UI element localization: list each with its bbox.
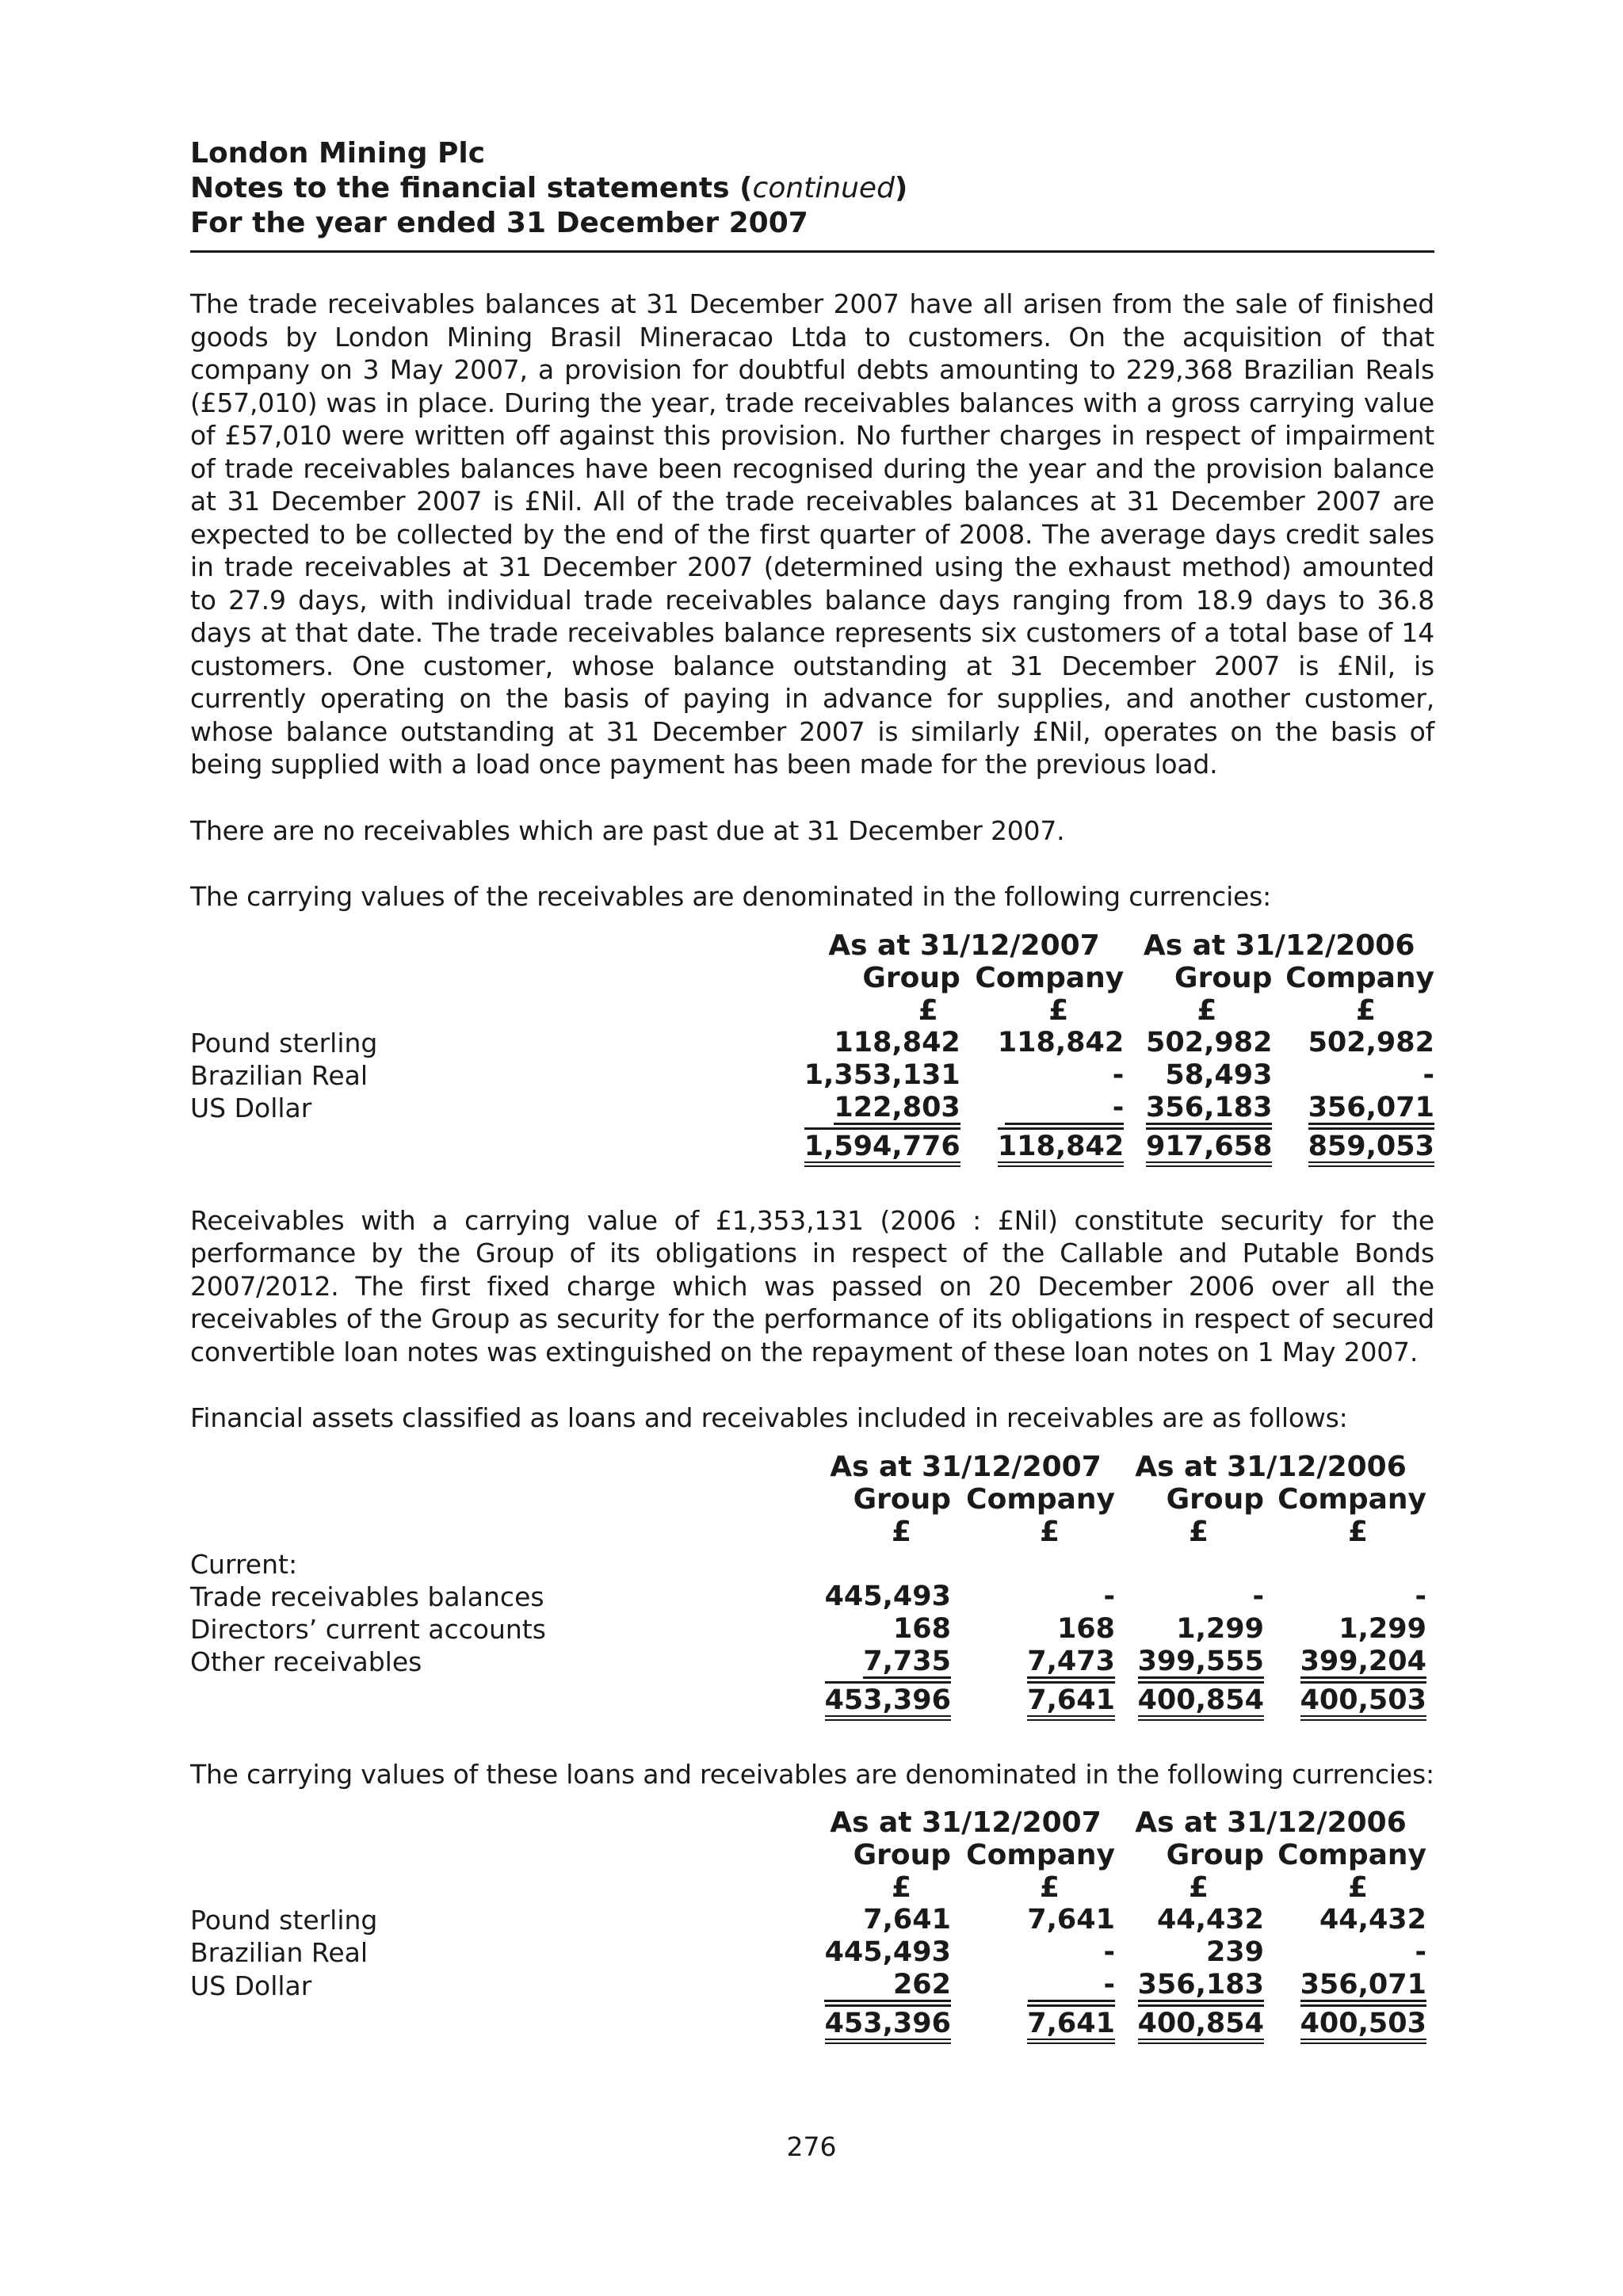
continued-label: continued xyxy=(752,172,895,204)
table-row: Pound sterling 7,641 7,641 44,432 44,432 xyxy=(190,1904,1426,1936)
company-header: Company xyxy=(1277,1839,1426,1871)
currency-header: £ xyxy=(891,1515,911,1548)
currency-header: £ xyxy=(1039,1871,1060,1904)
receivables-currency-table xyxy=(190,929,1434,1169)
currency-header: £ xyxy=(1188,1515,1209,1548)
currency-header: £ xyxy=(1188,1871,1209,1904)
notes-title: Notes to the financial statements (continued) xyxy=(190,172,908,204)
table-row: US Dollar 122,803 - 356,183 356,071 xyxy=(190,1091,1434,1123)
loans-receivables-table xyxy=(190,1451,1426,1723)
period-2006-header: As at 31/12/2006 xyxy=(1135,1450,1407,1483)
page-number: 276 xyxy=(786,2131,837,2162)
group-header: Group xyxy=(853,1482,951,1516)
company-header: Company xyxy=(1277,1482,1426,1516)
section-label-row: Current: xyxy=(190,1548,298,1580)
table-row: Brazilian Real 445,493 - 239 - xyxy=(190,1936,1426,1968)
total-row: 453,396 7,641 400,854 400,503 xyxy=(190,2002,1426,2046)
table-row: Brazilian Real 1,353,131 - 58,493 - xyxy=(190,1058,1434,1091)
past-due-paragraph: There are no receivables which are past due at 31 December 2007. xyxy=(190,814,1065,846)
total-row: 1,594,776 118,842 917,658 859,053 xyxy=(190,1125,1434,1169)
currency-header: £ xyxy=(891,1871,911,1904)
page xyxy=(190,136,1434,2046)
table-row: Pound sterling 118,842 118,842 502,982 502,982 xyxy=(190,1026,1434,1058)
loans-currency-table xyxy=(190,1806,1426,2046)
trade-receivables-paragraph: The trade receivables balances at 31 December 2007 have all arisen from the sale of finished goods by London Mining Brasil Mineracao Ltda to customers. On the acquisition of that company on 3 May 2007, a provision for doubtful debts amounting to 229,368 Brazilian Reals (£57,010) was in place. During the year, trade receivables balances with a gross carrying value of £57,010 were written off against this provision. No further charges in respect of impairment of trade receivables balances have been recognised during the year and the provision balance at 31 December 2007 is £Nil. All of the trade receivables balances at 31 December 2007 are expected to be collected by the end of the first quarter of 2008. The average days credit sales in trade receivables at 31 December 2007 (determined using the exhaust method) amounted to 27.9 days, with individual trade receivables balance days ranging from 18.9 days to 36.8 days at that date. The trade receivables balance represents six customers of a total base of 14 customers. One customer, whose balance outstanding at 31 December 2007 is £Nil, is currently operating on the basis of paying in advance for supplies, and another customer, whose balance outstanding at 31 December 2007 is similarly £Nil, operates on the basis of being supplied with a load once payment has been made for the previous load. xyxy=(190,288,1434,780)
currency-header: £ xyxy=(1347,1515,1368,1548)
table-row: Directors’ current accounts 168 168 1,299 1,299 xyxy=(190,1612,1426,1645)
group-header: Group xyxy=(853,1839,951,1871)
currency-header: £ xyxy=(1039,1515,1060,1548)
table-row: Trade receivables balances 445,493 - - - xyxy=(190,1580,1426,1612)
company-name: London Mining Plc xyxy=(190,137,486,170)
total-row: 453,396 7,641 400,854 400,503 xyxy=(190,1679,1426,1723)
header-divider xyxy=(190,250,1434,253)
group-header: Group xyxy=(862,961,960,994)
currency-header: £ xyxy=(918,994,938,1027)
currency-header: £ xyxy=(1347,1871,1368,1904)
group-header: Group xyxy=(1166,1482,1264,1516)
currency-header: £ xyxy=(1197,994,1217,1027)
table-row: US Dollar 262 - 356,183 356,071 xyxy=(190,1969,1426,2001)
period-title: For the year ended 31 December 2007 xyxy=(190,207,808,239)
group-header: Group xyxy=(1174,961,1273,994)
security-paragraph: Receivables with a carrying value of £1,353,131 (2006 : £Nil) constitute security for the performance by the Group of its obligations in respect of the Callable and Putable Bonds 2007/2012. The first fixed charge which was passed on 20 December 2006 over all the receivables of the Group as security for the performance of its obligations in respect of secured convertible loan notes was extinguished on the repayment of these loan notes on 1 May 2007. xyxy=(190,1204,1434,1367)
company-header: Company xyxy=(966,1839,1115,1871)
currency-header: £ xyxy=(1355,994,1376,1027)
loans-currencies-paragraph: The carrying values of these loans and receivables are denominated in the following currencies: xyxy=(190,1758,1434,1790)
period-2007-header: As at 31/12/2007 xyxy=(830,1806,1102,1839)
document-header xyxy=(190,136,1434,241)
company-header: Company xyxy=(1285,961,1434,994)
group-header: Group xyxy=(1166,1839,1264,1871)
period-2006-header: As at 31/12/2006 xyxy=(1143,929,1415,962)
currencies-intro-paragraph: The carrying values of the receivables are denominated in the following currencies: xyxy=(190,881,1272,912)
period-2006-header: As at 31/12/2006 xyxy=(1135,1806,1407,1839)
currency-header: £ xyxy=(1048,994,1069,1027)
loans-intro-paragraph: Financial assets classified as loans and receivables included in receivables are as follows: xyxy=(190,1402,1348,1433)
period-2007-header: As at 31/12/2007 xyxy=(830,1450,1102,1483)
company-header: Company xyxy=(966,1482,1115,1516)
table-row: Other receivables 7,735 7,473 399,555 399,204 xyxy=(190,1645,1426,1677)
period-2007-header: As at 31/12/2007 xyxy=(828,929,1100,962)
company-header: Company xyxy=(975,961,1125,994)
